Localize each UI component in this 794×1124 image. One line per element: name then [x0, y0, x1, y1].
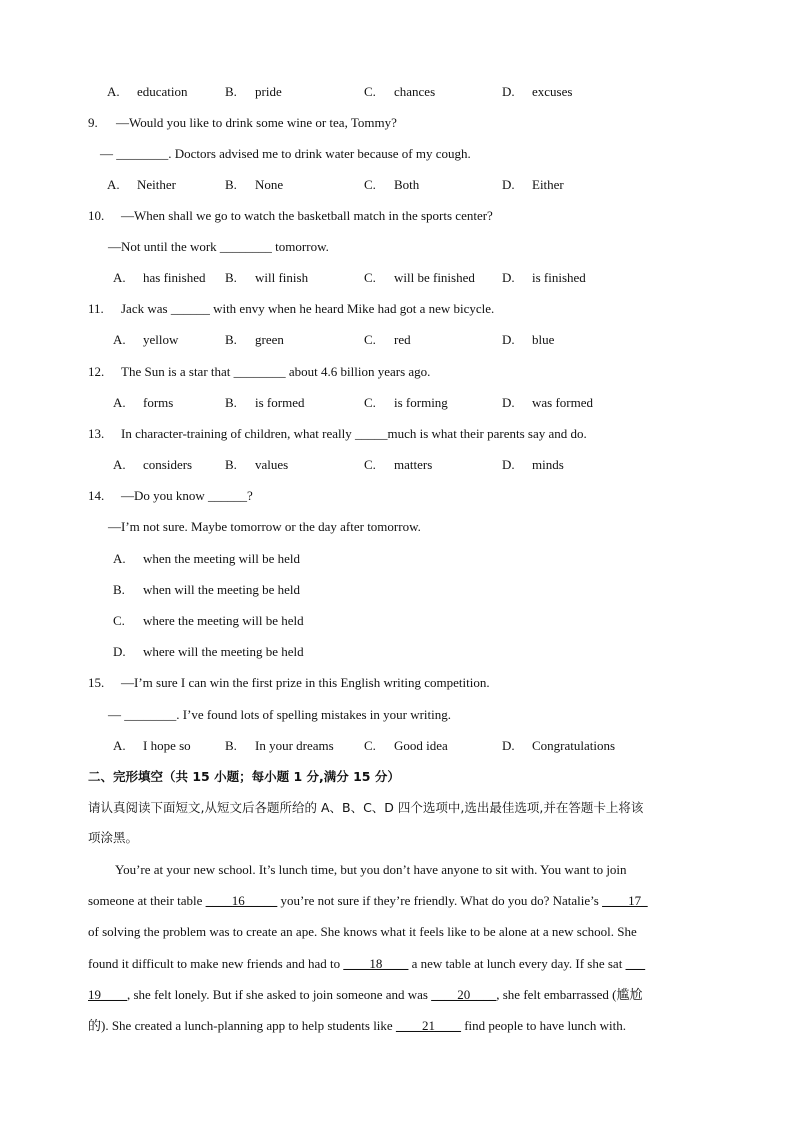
q14-option-b: B. when will the meeting be held [113, 582, 301, 597]
q13-option-d: D. minds [502, 457, 564, 472]
cloze-blank-17: ____17_ [602, 893, 648, 908]
q15-option-a: A. I hope so [113, 738, 191, 753]
q11-option-a: A. yellow [113, 332, 179, 347]
q13-option-a: A. considers [113, 457, 193, 472]
q10-option-d: D. is finished [502, 270, 586, 285]
q15-reply: — ________. I’ve found lots of spelling mistakes in your writing. [108, 707, 452, 722]
q10-option-b: B. will finish [225, 270, 309, 285]
q10-reply: —Not until the work ________ tomorrow. [108, 239, 329, 254]
q12-option-a: A. forms [113, 395, 174, 410]
cloze-blank-21: ____21____ [395, 1018, 461, 1033]
q9-option-a: A. Neither [107, 177, 176, 192]
q11-number: 11. [88, 301, 104, 316]
passage-line-6: 的). She created a lunch-planning app to help students like ____21____ find people to have lunch with. [88, 1018, 626, 1033]
q14-option-a: A. when the meeting will be held [113, 551, 301, 566]
passage-line-2: someone at their table ____16_____ you’re not sure if they’re friendly. What do you do? Natalie’s ____17_ [88, 893, 648, 908]
q9-reply: — ________. Doctors advised me to drink water because of my cough. [100, 146, 471, 161]
cloze-blank-20: ____20____ [431, 987, 497, 1002]
q14-number: 14. [88, 488, 105, 503]
q9-option-d: D. Either [502, 177, 564, 192]
q9-stem: 9. —Would you like to drink some wine or tea, Tommy? [88, 113, 397, 133]
q12-option-b: B. is formed [225, 395, 305, 410]
q8-option-c: C. chances [364, 84, 436, 99]
q10-option-a: A. has finished [113, 270, 206, 285]
q13-stem: 13. In character-training of children, what really _____much is what their parents say and do. [88, 424, 587, 444]
cloze-blank-18: ____18____ [343, 956, 409, 971]
q15-option-b: B. In your dreams [225, 738, 334, 753]
cloze-blank-16: ____16_____ [205, 893, 278, 908]
q8-option-d: D. excuses [502, 84, 573, 99]
q15-option-c: C. Good idea [364, 738, 448, 753]
q14-option-c: C. where the meeting will be held [113, 613, 304, 628]
passage-line-1: You’re at your new school. It’s lunch time, but you don’t have anyone to sit with. You want to join [115, 862, 627, 877]
q8-option-b: B. pride [225, 84, 282, 99]
q9-option-b: B. None [225, 177, 284, 192]
q13-option-c: C. matters [364, 457, 433, 472]
q10-number: 10. [88, 208, 105, 223]
q12-number: 12. [88, 364, 105, 379]
passage-line-5: 19____, she felt lonely. But if she asked to join someone and was ____20____, she felt embarrassed (尴尬 [88, 987, 643, 1002]
section-instructions-line1: 请认真阅读下面短文,从短文后各题所给的 A、B、C、D 四个选项中,选出最佳选项,并在答题卡上将该 [88, 800, 644, 815]
q13-number: 13. [88, 426, 105, 441]
q11-option-c: C. red [364, 332, 411, 347]
q12-stem: 12. The Sun is a star that ________ about 4.6 billion years ago. [88, 362, 430, 382]
q15-number: 15. [88, 675, 105, 690]
q9-option-c: C. Both [364, 177, 420, 192]
section-heading: 二、完形填空（共 15 小题；每小题 1 分,满分 15 分） [88, 769, 400, 784]
section-instructions-line2: 项涂黑。 [88, 830, 139, 845]
q11-option-d: D. blue [502, 332, 555, 347]
q14-stem: 14. —Do you know ______? [88, 486, 253, 506]
q10-stem: 10. —When shall we go to watch the basketball match in the sports center? [88, 206, 493, 226]
q12-option-d: D. was formed [502, 395, 594, 410]
q14-option-d: D. where will the meeting be held [113, 644, 304, 659]
q8-option-a: A. education [107, 84, 188, 99]
q13-option-b: B. values [225, 457, 289, 472]
cloze-blank-19-start: ___ [625, 956, 646, 971]
cloze-blank-19: 19____ [88, 987, 127, 1002]
q10-option-c: C. will be finished [364, 270, 475, 285]
q9-number: 9. [88, 115, 98, 130]
passage-line-3: of solving the problem was to create an ape. She knows what it feels like to be alone at a new school. She [88, 924, 637, 939]
q15-option-d: D. Congratulations [502, 738, 616, 753]
q12-option-c: C. is forming [364, 395, 448, 410]
q11-option-b: B. green [225, 332, 284, 347]
passage-line-4: found it difficult to make new friends and had to ____18____ a new table at lunch every day. If she sat ___ [88, 956, 646, 971]
q14-reply: —I’m not sure. Maybe tomorrow or the day after tomorrow. [108, 519, 421, 534]
q11-stem: 11. Jack was ______ with envy when he heard Mike had got a new bicycle. [88, 299, 494, 319]
q15-stem: 15. —I’m sure I can win the first prize in this English writing competition. [88, 673, 490, 693]
